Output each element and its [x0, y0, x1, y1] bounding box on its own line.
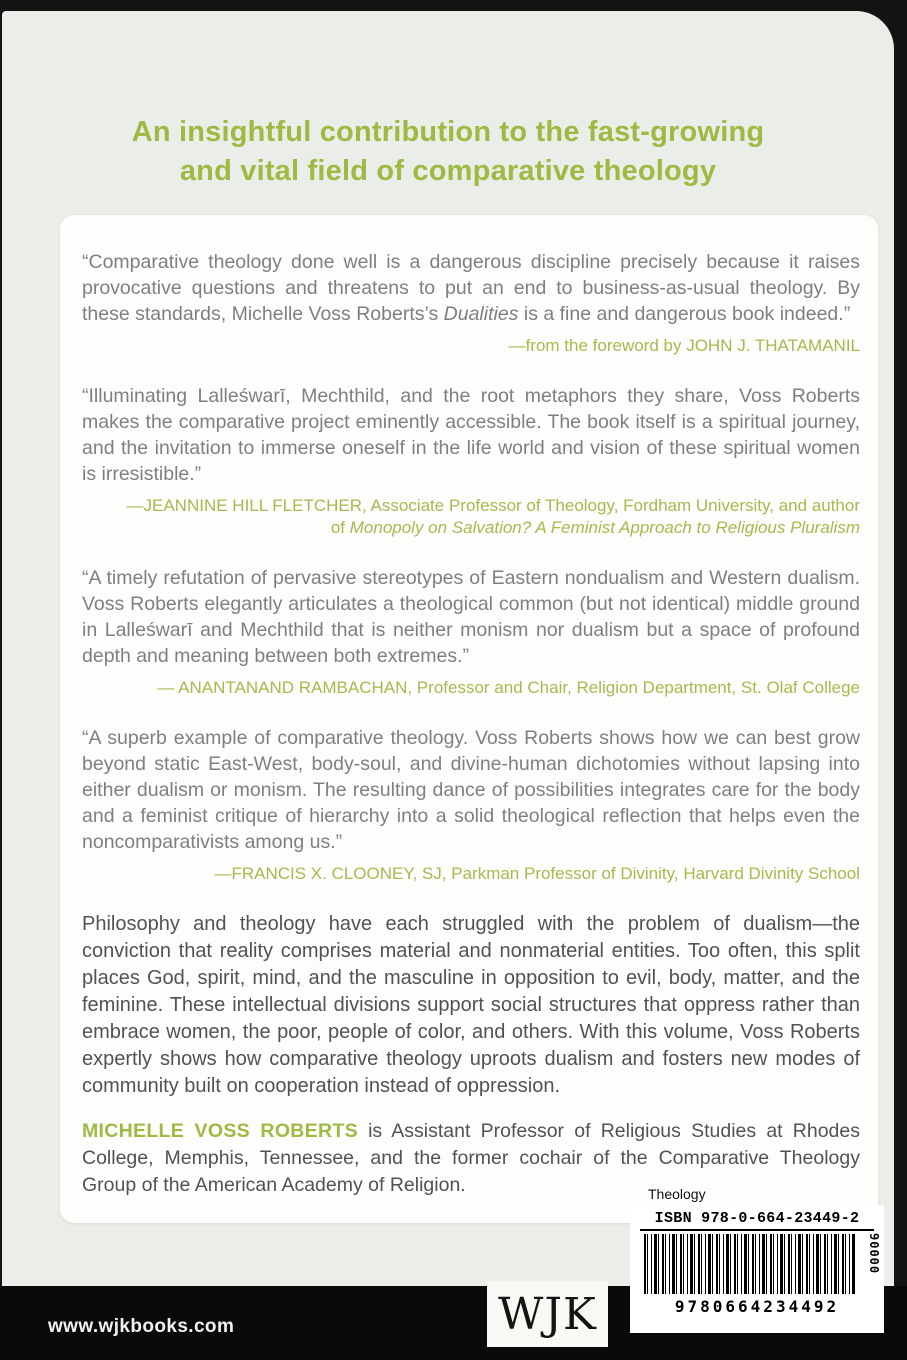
publisher-logo: WJK — [498, 1288, 597, 1340]
headline-line-2: and vital field of comparative theology — [179, 155, 717, 187]
quote-4-attribution: —FRANCIS X. CLOONEY, SJ, Parkman Professor of Divinity, Harvard Divinity School — [214, 864, 860, 883]
quote-2-attribution: —JEANNINE HILL FLETCHER, Associate Professor of Theology, Fordham University, and author of Monopoly on Salvation? A Feminist Approach to Religious Pluralism — [126, 496, 860, 537]
publisher-website: www.wjkbooks.com — [48, 1316, 235, 1337]
isbn-label: ISBN 978-0-664-23449-2 — [640, 1210, 874, 1231]
quote-2 — [82, 383, 860, 539]
barcode — [630, 1205, 884, 1333]
endorsements-panel — [60, 215, 878, 1223]
author-bio-text: is Assistant Professor of Religious Studies at Rhodes College, Memphis, Tennessee, and the former cochair of the Comparative Theology Group of the American Academy of Religion. — [82, 1120, 860, 1196]
barcode-bars — [644, 1234, 856, 1294]
book-description: Philosophy and theology have each struggled with the problem of dualism—the conviction that reality comprises material and nonmaterial entities. Too often, this split places God, spirit, mind, and the masculine in opposition to evil, body, matter, and the feminine. These intellectual divisions support social structures that oppress rather than embrace women, the poor, people of color, and others. With this volume, Voss Roberts expertly shows how comparative theology uproots dualism and fosters new modes of community built on cooperation instead of oppression. — [82, 913, 860, 1097]
cover — [2, 11, 894, 1286]
quote-2-text: “Illuminating Lalleśwarī, Mechthild, and the root metaphors they share, Voss Roberts makes the comparative project eminently accessible. The book itself is a spiritual journey, and the invitation to immerse oneself in the life world and vision of these spiritual women is irresistible.” — [82, 385, 860, 485]
quote-3-text: “A timely refutation of pervasive stereotypes of Eastern nondualism and Western dualism. Voss Roberts elegantly articulates a theological common (but not identical) middle ground in Lalleśwarī and Mechthild that is neither monism nor dualism but a space of profound depth and meaning between both extremes.” — [82, 567, 860, 667]
quote-1-text: “Comparative theology done well is a dangerous discipline precisely because it raises provocative questions and threatens to put an end to business-as-usual theology. By these standards, Michelle Voss Roberts’s Dualities is a fine and dangerous book indeed.” — [82, 251, 860, 325]
quote-1 — [82, 249, 860, 357]
author-bio — [82, 1118, 860, 1199]
quote-1-attribution: —from the foreword by JOHN J. THATAMANIL — [508, 336, 860, 355]
price-code: 90000 — [867, 1233, 881, 1275]
category-label: Theology — [648, 1186, 706, 1202]
publisher-logo-box — [487, 1281, 608, 1347]
quote-3 — [82, 565, 860, 699]
quote-3-attribution: — ANANTANAND RAMBACHAN, Professor and Chair, Religion Department, St. Olaf College — [157, 678, 860, 697]
ean-number: 9780664234492 — [674, 1297, 840, 1316]
author-name: MICHELLE VOSS ROBERTS — [82, 1120, 358, 1142]
headline-line-1: An insightful contribution to the fast-growing — [131, 116, 765, 148]
quote-4 — [82, 725, 860, 885]
headline — [2, 113, 894, 191]
quote-4-text: “A superb example of comparative theology. Voss Roberts shows how we can best grow beyond static East-West, body-soul, and divine-human dichotomies without lapsing into either dualism or monism. The resulting dance of possibilities integrates care for the body and a feminist critique of hierarchy into a solid theological reflection that helps even the noncomparativists among us.” — [82, 727, 860, 853]
